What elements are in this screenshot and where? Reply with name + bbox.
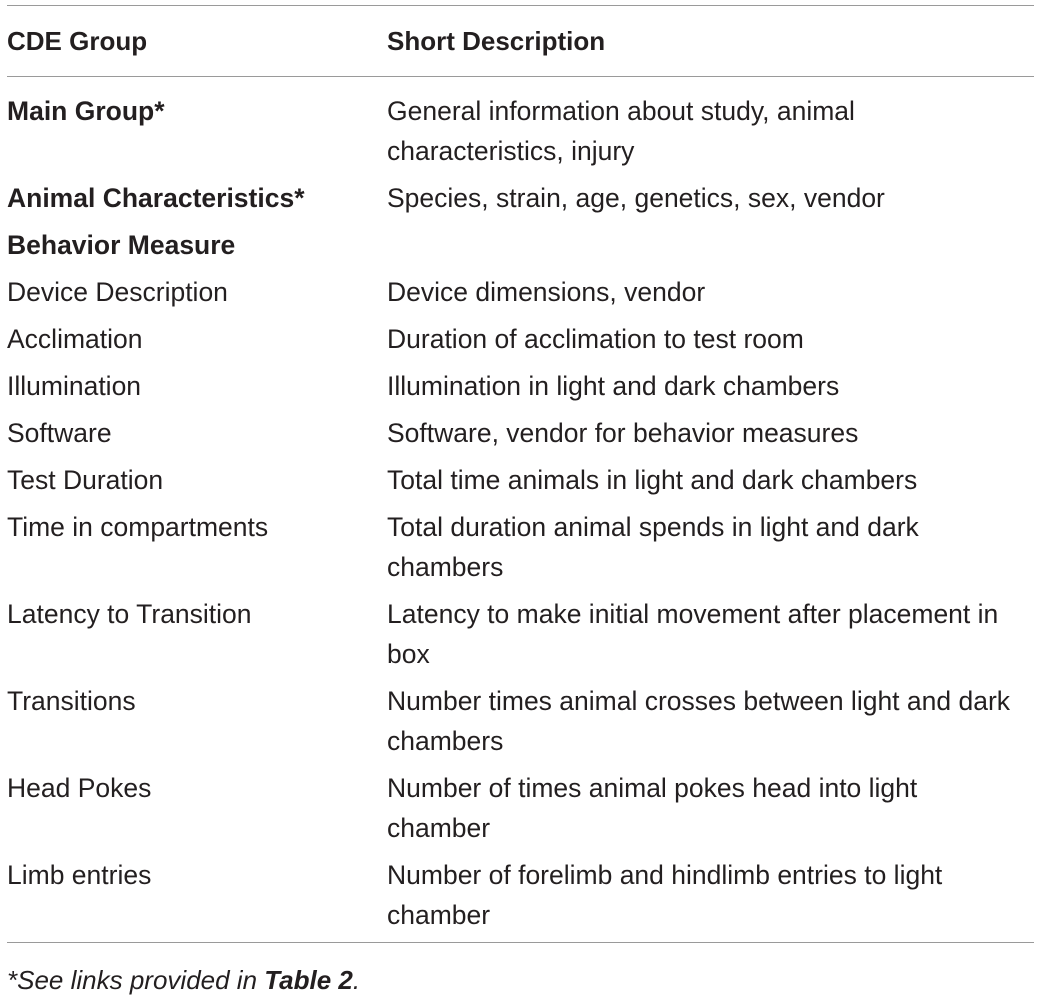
description-cell: Software, vendor for behavior measures — [387, 418, 859, 448]
description-cell: Illumination in light and dark chambers — [387, 371, 840, 401]
description-cell: Total time animals in light and dark chambers — [387, 465, 918, 495]
cde-group-cell: Transitions — [7, 686, 136, 716]
cde-group-cell: Acclimation — [7, 324, 143, 354]
table-row — [7, 413, 1034, 453]
cde-group-cell: Behavior Measure — [7, 230, 236, 260]
description-cell: Number times animal crosses between light and dark chambers — [387, 686, 1011, 756]
table-body — [7, 77, 1034, 935]
cde-group-cell: Latency to Transition — [7, 599, 252, 629]
table-row — [7, 91, 1034, 171]
cde-group-cell: Device Description — [7, 277, 228, 307]
table-row — [7, 460, 1034, 500]
footnote-table-reference: Table 2 — [264, 965, 353, 995]
cde-group-cell: Main Group* — [7, 96, 165, 126]
cde-group-cell: Test Duration — [7, 465, 164, 495]
table-row — [7, 225, 1034, 265]
description-cell — [387, 225, 1034, 265]
header-short-description: Short Description — [387, 25, 606, 56]
bottom-rule — [7, 942, 1034, 943]
footnote-period: . — [352, 965, 361, 995]
table-header — [7, 6, 1034, 76]
description-cell: Number of forelimb and hindlimb entries to light chamber — [387, 860, 943, 930]
table-row — [7, 768, 1034, 848]
description-cell: Duration of acclimation to test room — [387, 324, 804, 354]
cde-group-cell: Illumination — [7, 371, 142, 401]
description-cell: General information about study, animal characteristics, injury — [387, 96, 855, 166]
table-row — [7, 178, 1034, 218]
table-row — [7, 319, 1034, 359]
table-footnote — [7, 960, 360, 1000]
cde-group-cell: Limb entries — [7, 860, 152, 890]
header-cde-group: CDE Group — [7, 25, 148, 56]
cde-group-cell: Time in compartments — [7, 512, 269, 542]
description-cell: Number of times animal pokes head into light chamber — [387, 773, 918, 843]
description-cell: Latency to make initial movement after placement in box — [387, 599, 999, 669]
cde-group-cell: Software — [7, 418, 112, 448]
description-cell: Device dimensions, vendor — [387, 277, 706, 307]
table-row — [7, 681, 1034, 761]
cde-group-cell: Head Pokes — [7, 773, 152, 803]
description-cell: Total duration animal spends in light and dark chambers — [387, 512, 919, 582]
table-row — [7, 366, 1034, 406]
table-row — [7, 855, 1034, 935]
cde-group-cell: Animal Characteristics* — [7, 183, 305, 213]
table-row — [7, 594, 1034, 674]
footnote-text: *See links provided in — [7, 965, 265, 995]
description-cell: Species, strain, age, genetics, sex, vendor — [387, 183, 885, 213]
table-row — [7, 272, 1034, 312]
table-row — [7, 507, 1034, 587]
cde-table — [7, 5, 1034, 943]
